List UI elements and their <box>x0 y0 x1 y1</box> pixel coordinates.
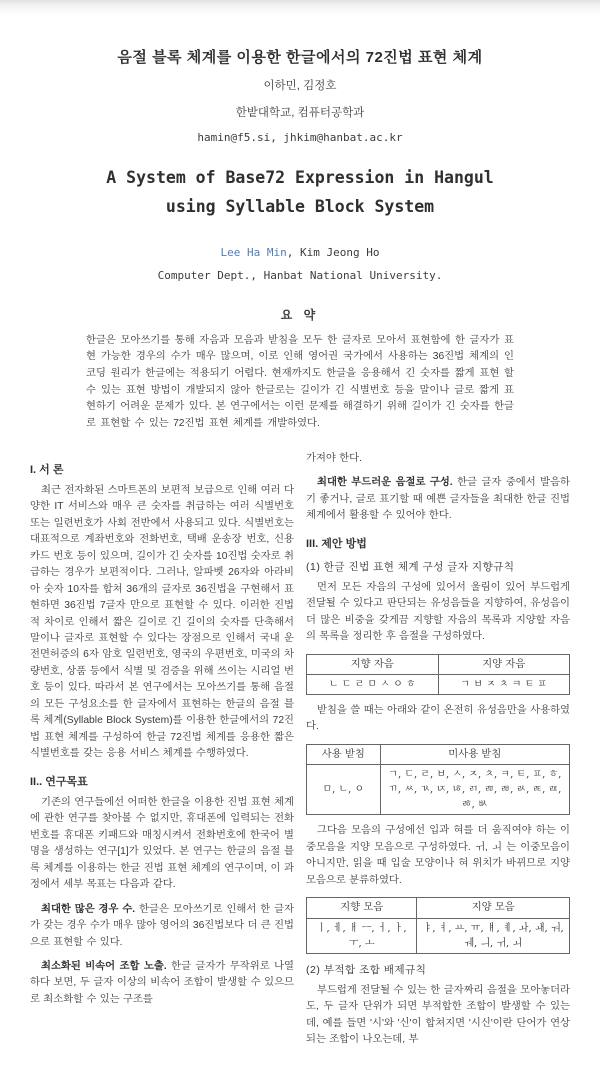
english-title-line2: using Syllable Block System <box>165 196 435 216</box>
vowel-rule-paragraph: 그다음 모음의 구성에선 입과 혀를 더 움직여야 하는 이중모음을 지양 모음으로 구성하였다. ㅟ, ㅚ 는 이중모음이 아니지만, 읽을 때 입술 모양이나 혀 위치가 바뀌므로 지양 모음으로 분류하였다. <box>306 825 570 886</box>
table-row <box>307 674 570 694</box>
exclusion-rule-paragraph: 부드럽게 전달될 수 있는 한 글자짜리 음절을 모아놓더라도, 두 글자 단위가 되면 부적합한 조합이 발생할 수 있는데, 예를 들면 '시'와 '신'이 합쳐지면 '시신'이란 단어가 연상되는 조합이 나오는데, 부 <box>306 984 570 1046</box>
abstract-heading: 요 약 <box>280 307 320 322</box>
author-emails: hamin@f5.si, jhkim@hanbat.ac.kr <box>197 131 403 144</box>
table-header-unused-batchim: 미사용 받침 <box>380 744 569 764</box>
continuation-paragraph: 가져야 한다. <box>306 452 362 464</box>
paper-title-english <box>30 164 570 222</box>
author-english-highlighted: Lee Ha Min <box>220 245 287 259</box>
table-header-preferred-vowels: 지향 모음 <box>307 898 417 918</box>
used-batchim-cell: ㅁ, ㄴ, ㅇ <box>307 765 381 815</box>
goal-max-cases <box>30 902 294 951</box>
authors-english <box>30 246 570 259</box>
consonant-preference-table <box>306 654 570 695</box>
left-column <box>30 451 294 1057</box>
goal-smooth-syllables-text: 한글 글자 중에서 발음하기 좋거나, 글로 표기할 때 예쁜 글자들을 최대한 한글 진법 체계에서 활용할 수 있어야 한다. <box>306 477 570 522</box>
preferred-consonants-cell: ㄴ ㄷ ㄹ ㅁ ㅅ ㅇ ㅎ <box>307 674 439 694</box>
author-english-rest: , Kim Jeong Ho <box>286 245 380 259</box>
preferred-vowels-cell: ㅣ, ㅔ, ㅐ ㅡ, ㅓ, ㅏ, ㅜ, ㅗ <box>307 918 417 953</box>
consonant-rule-paragraph: 먼저 모든 자음의 구성에 있어서 울림이 있어 부드럽게 전달될 수 있다고 판단되는 유성음들을 지향하여, 유성음이 더 많은 비중을 갖게끔 지향할 자음의 목록과 지양할 자음의 목록을 정리한 후 음절을 구성하였다. <box>306 581 570 643</box>
goal-min-profanity-text: 한글 글자가 무작위로 나열하다 보면, 두 글자 이상의 비속어 조합이 발생할 수 있으므로 최소화할 수 있는 구조를 <box>30 960 295 1005</box>
table-header-used-batchim: 사용 받침 <box>307 744 381 764</box>
two-column-body <box>30 451 570 1057</box>
avoided-consonants-cell: ㄱ ㅂ ㅈ ㅊ ㅋ ㅌ ㅍ <box>438 674 570 694</box>
goal-min-profanity-lead: 최소화된 비속어 조합 노출. <box>41 960 167 972</box>
english-title-line1: A System of Base72 Expression in Hangul <box>106 168 494 187</box>
goal-min-profanity <box>30 959 294 1008</box>
subsection-heading-char-rules: (1) 한글 진법 표현 체계 구성 글자 지향규칙 <box>306 560 515 573</box>
right-column <box>306 451 570 1057</box>
unused-batchim-cell: ㄱ, ㄷ, ㄹ, ㅂ, ㅅ, ㅈ, ㅊ, ㅋ, ㅌ, ㅍ, ㅎ, ㄲ, ㅆ, ㄳ, ㄵ, ㄶ, ㄺ, ㄻ, ㄼ, ㄽ, ㄾ, ㄿ, ㅀ, ㅄ <box>380 765 569 815</box>
table-header-row <box>307 744 570 764</box>
section-heading-proposed-method: III. 제안 방법 <box>306 537 367 550</box>
introduction-paragraph: 최근 전자화된 스마트폰의 보편적 보급으로 인해 여러 다양한 IT 서비스와 매우 큰 숫자를 취급하는 여러 식별번호 또는 일련번호가 사회 전반에서 사용되고 있다. 식별번호는 대표적으로 계좌번호와 전화번호, 택배 운송장 번호, 신용카드 번호 등이 있으며, 길이가 긴 숫자를 10진법 숫자로 취급하는 경우가 보편적이다. 그러나, 알파벳 26자와 아라비아 숫자 10자를 합쳐 36개의 글자로 36진법을 구현해서 표현하면 36진법 7글자 만으로 표현할 수 있다. 이러한 진법적 차이로 인해서 짧은 길이로 긴 길이의 숫자를 단축해서 말이나 글자로 표현할 수 있다는 장점으로 인해서 국내 운전면허증의 6자 암호 일련번호, 영국의 우편번호, 미국의 차량번호, 상품 등에서 식별 및 검증을 위해 쓰이는 시리얼 번호 등이 있다. 따라서 본 연구에서는 모아쓰기를 통해 음절의 모든 구성요소를 한 글자에서 표현하는 한글의 음절 블록 체계(Syllable Block System)를 이용한 한글에서의 72진법 표현 체계를 구성하여 한글 72진법 체계를 응용한 짧은 식별번호를 갖는 응용 서비스 체계를 수행하였다. <box>30 484 294 760</box>
goal-max-cases-text: 한글은 모아쓰기로 인해서 한 글자가 갖는 경우 수가 매우 많아 영어의 36진법보다 더 큰 진법으로 표현할 수 있다. <box>30 903 294 948</box>
table-header-preferred-consonants: 지향 자음 <box>307 654 439 674</box>
section-heading-research-goals: II.. 연구목표 <box>30 775 88 788</box>
avoided-vowels-cell: ㅑ, ㅕ, ㅛ, ㅠ, ㅒ, ㅖ, ㅘ, ㅙ, ㅝ, ㅞ, ㅢ, ㅟ, ㅚ <box>417 918 570 953</box>
goal-smooth-syllables <box>306 475 570 524</box>
abstract-body: 한글은 모아쓰기를 통해 자음과 모음과 받침을 모두 한 글자로 모아서 표현함에 한 글자가 표현 가능한 경우의 수가 매우 많으며, 이로 인해 영어권 국가에서 사용하는 36진법 체계의 인코딩 원리가 한글에는 적용되기 어렵다. 현재까지도 한글을 응용해서 긴 숫자를 짧게 표현 할 수 있는 표현 방법이 개발되지 않아 한글로는 길이가 긴 식별번호 등을 말이나 글로 짧게 표현하기 어려운 문제가 있다. 본 연구에서는 이런 문제를 해결하기 위해 길이가 긴 숫자를 한글로 표현할 수 있는 72진법 표현 체계를 개발하였다. <box>86 334 514 430</box>
paper-title-korean: 음절 블록 체계를 이용한 한글에서의 72진법 표현 체계 <box>117 49 483 66</box>
subsection-heading-exclusion-rules: (2) 부적합 조합 배제규칙 <box>306 963 427 976</box>
affiliation-korean: 한밭대학교, 컴퓨터공학과 <box>235 107 365 119</box>
table-header-row <box>307 654 570 674</box>
goal-smooth-syllables-lead: 최대한 부드러운 음절로 구성. <box>317 477 453 489</box>
research-goals-paragraph: 기존의 연구들에선 어떠한 한글을 이용한 진법 표현 체계에 관한 연구를 찾아볼 수 없지만, 휴대폰에 입력되는 전화번호를 휴대폰 키패드와 매칭시켜서 전화번호에 한국어 별명을 생성하는 연구[1]가 있었다. 본 연구는 한글의 음절 블록 체계를 이용하는 한글 진법 표현 체계의 연구이며, 이 과정에서 세부 목표는 다음과 같다. <box>30 796 294 891</box>
goal-max-cases-lead: 최대한 많은 경우 수. <box>41 903 136 915</box>
section-heading-introduction: I. 서 론 <box>30 463 64 476</box>
batchim-usage-table <box>306 744 570 815</box>
table-header-avoided-vowels: 지양 모음 <box>417 898 570 918</box>
table-header-row <box>307 898 570 918</box>
table-row <box>307 765 570 815</box>
authors-korean: 이하민, 김정호 <box>263 80 337 92</box>
batchim-rule-paragraph: 받침을 쓸 때는 아래와 같이 온전히 유성음만을 사용하였다. <box>306 704 570 733</box>
affiliation-english: Computer Dept., Hanbat National University. <box>157 268 443 282</box>
table-row <box>307 918 570 953</box>
vowel-preference-table <box>306 897 570 953</box>
table-header-avoided-consonants: 지양 자음 <box>438 654 570 674</box>
